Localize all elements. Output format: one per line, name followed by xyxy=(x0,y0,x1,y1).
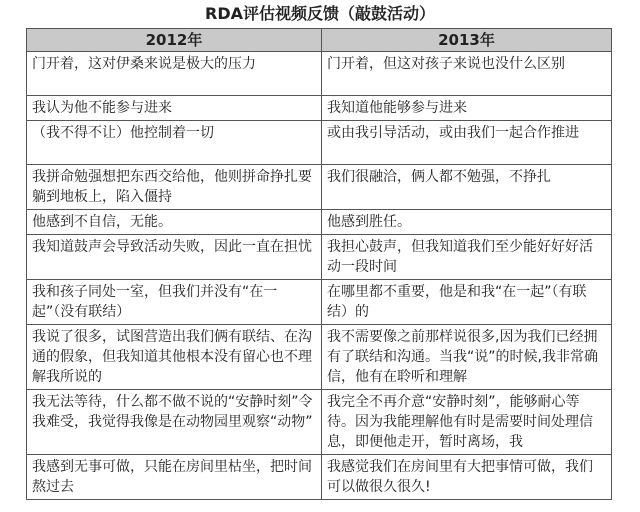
cell-2012 xyxy=(27,390,322,455)
cell-text: 门开着，但这对孩子来说也没什么区别 xyxy=(327,56,565,72)
header-row xyxy=(27,29,612,52)
table-row xyxy=(27,325,612,390)
cell-text: 我无法等待，什么都不做不说的“安静时刻”令我难受，我觉得我像是在动物园里观察“动物” xyxy=(32,394,313,430)
cell-2012 xyxy=(27,52,322,96)
cell-text: 我拼命勉强想把东西交给他，他则拼命挣扎要躺到地板上，陷入僵持 xyxy=(32,169,312,205)
cell-2012 xyxy=(27,210,322,235)
table-row xyxy=(27,210,612,235)
header-2012: 2012年 xyxy=(27,29,322,52)
table-row xyxy=(27,455,612,500)
header-2013: 2013年 xyxy=(322,29,612,52)
cell-text: 在哪里都不重要，他是和我“在一起”（有联结）的 xyxy=(327,284,587,320)
cell-text: 门开着，这对伊桑来说是极大的压力 xyxy=(32,56,256,72)
cell-text: （我不得不让）他控制着一切 xyxy=(32,125,214,141)
cell-2012 xyxy=(27,455,322,500)
page-title: RDA评估视频反馈（敲鼓活动） xyxy=(205,4,435,23)
cell-2012 xyxy=(27,96,322,121)
cell-2013 xyxy=(322,455,612,500)
cell-text: 他感到不自信，无能。 xyxy=(32,214,172,230)
cell-text: 我认为他不能参与进来 xyxy=(32,100,172,116)
table-row xyxy=(27,165,612,210)
table-row xyxy=(27,280,612,325)
table-row xyxy=(27,390,612,455)
cell-text: 我们很融洽，俩人都不勉强，不挣扎 xyxy=(327,169,551,185)
comparison-table xyxy=(26,28,612,500)
cell-2012 xyxy=(27,280,322,325)
cell-text: 或由我引导活动，或由我们一起合作推进 xyxy=(327,125,579,141)
table-row xyxy=(27,52,612,96)
cell-2013 xyxy=(322,235,612,280)
cell-text: 我知道鼓声会导致活动失败，因此一直在担忧 xyxy=(32,239,312,255)
cell-2013 xyxy=(322,280,612,325)
cell-2012 xyxy=(27,165,322,210)
cell-2013 xyxy=(322,96,612,121)
table-row xyxy=(27,121,612,165)
cell-2013 xyxy=(322,165,612,210)
cell-2013 xyxy=(322,210,612,235)
table-row xyxy=(27,96,612,121)
cell-text: 我不需要像之前那样说很多,因为我们已经拥有了联结和沟通。当我“说”的时候,我非常确信，他有在聆听和理解 xyxy=(327,329,598,385)
cell-text: 我知道他能够参与进来 xyxy=(327,100,467,116)
cell-text: 我担心鼓声，但我知道我们至少能好好好活动一段时间 xyxy=(327,239,593,275)
cell-text: 我感到无事可做，只能在房间里枯坐，把时间熬过去 xyxy=(32,459,312,495)
cell-2013 xyxy=(322,390,612,455)
cell-2012 xyxy=(27,121,322,165)
cell-2012 xyxy=(27,325,322,390)
cell-2013 xyxy=(322,52,612,96)
cell-2013 xyxy=(322,121,612,165)
cell-text: 我说了很多，试图营造出我们俩有联结、在沟通的假象，但我知道其他根本没有留心也不理解我所说的 xyxy=(32,329,312,385)
cell-text: 我和孩子同处一室，但我们并没有“在一起”（没有联结） xyxy=(32,284,278,320)
cell-2013 xyxy=(322,325,612,390)
cell-text: 我感觉我们在房间里有大把事情可做，我们可以做很久很久! xyxy=(327,459,593,495)
cell-text: 我完全不再介意“安静时刻”，能够耐心等待。因为我能理解他有时是需要时间处理信息，即便他走开，暂时离场，我 xyxy=(327,394,593,450)
cell-text: 他感到胜任。 xyxy=(327,214,411,230)
table-row xyxy=(27,235,612,280)
cell-2012 xyxy=(27,235,322,280)
